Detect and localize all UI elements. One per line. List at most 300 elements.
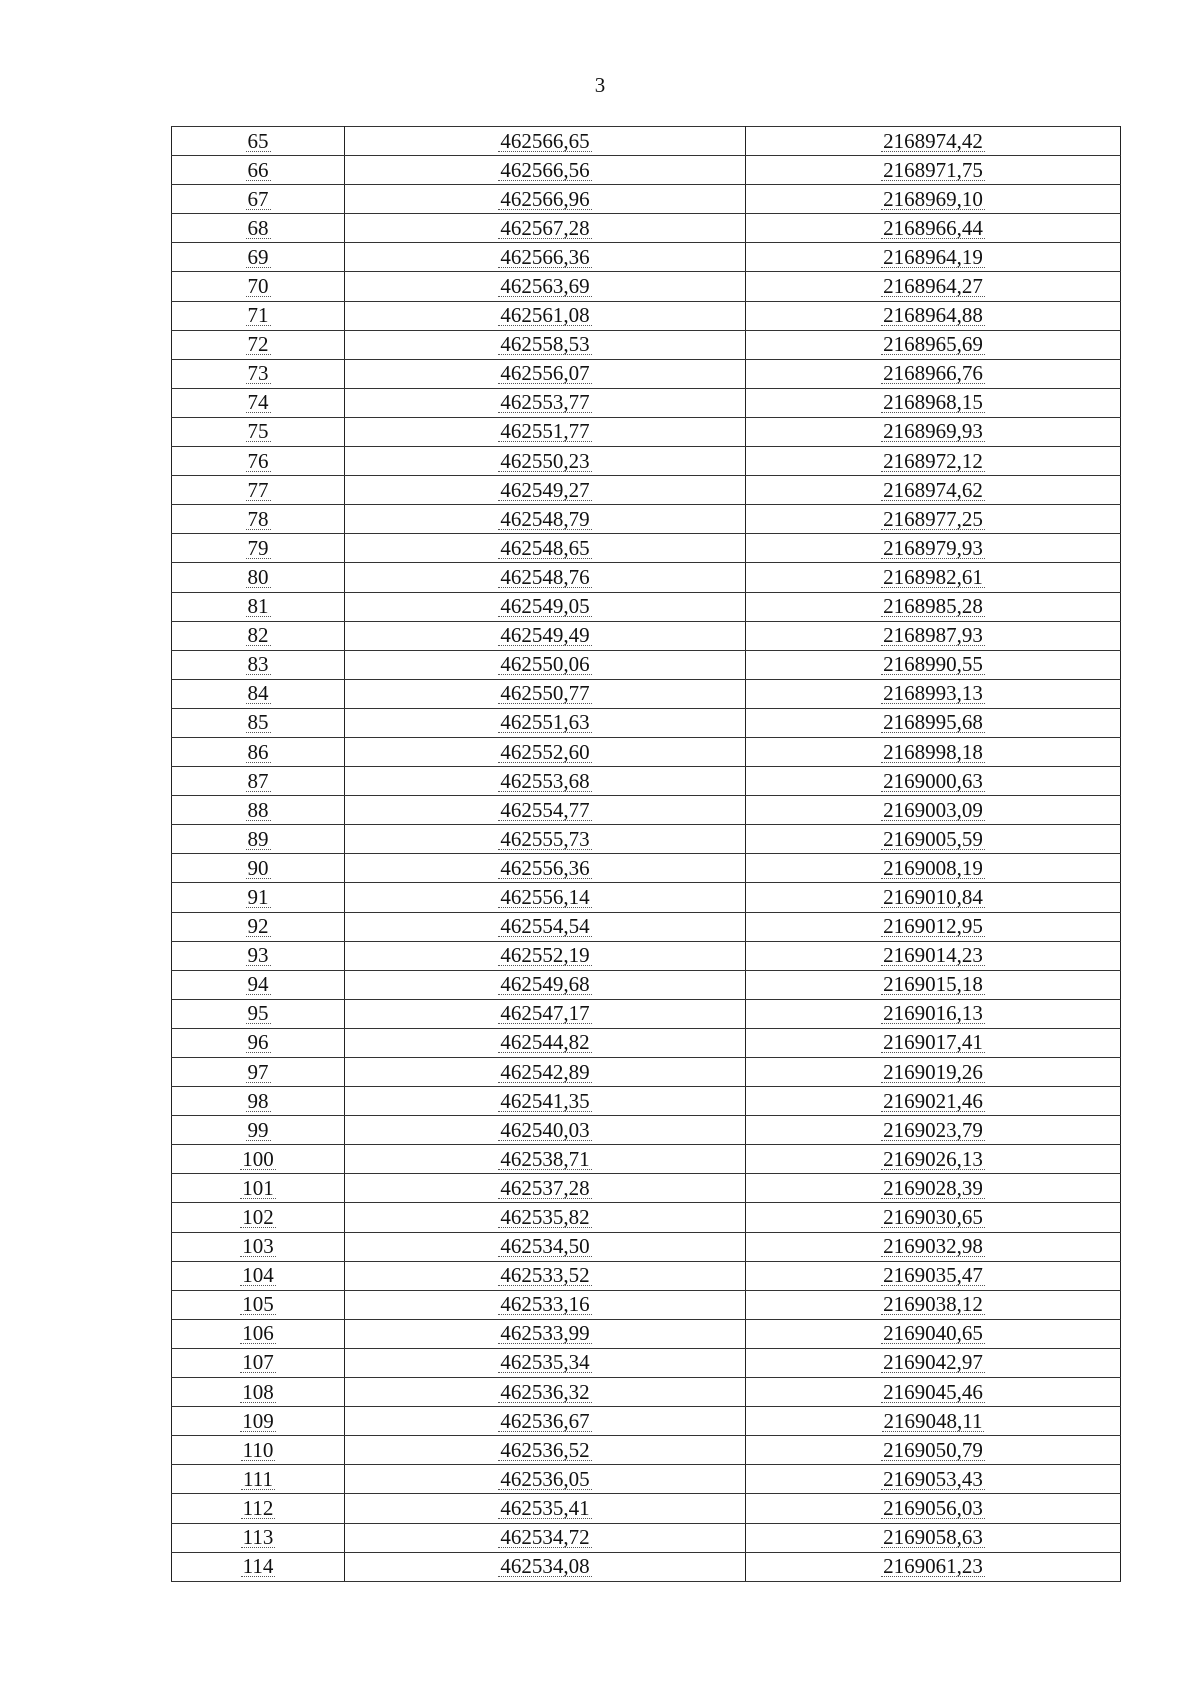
cell-value: 2168993,13 xyxy=(883,681,983,706)
cell-value: 2169028,39 xyxy=(883,1175,983,1200)
point-number-cell xyxy=(172,883,345,912)
point-number-cell xyxy=(172,854,345,883)
table-row xyxy=(172,1058,1121,1087)
cell-value: 2168987,93 xyxy=(883,623,983,648)
table-row xyxy=(172,679,1121,708)
x-coordinate-cell xyxy=(345,621,746,650)
y-coordinate-cell xyxy=(746,941,1121,970)
cell-value: 2169017,41 xyxy=(883,1030,983,1055)
cell-value: 2169035,47 xyxy=(883,1263,983,1288)
cell-value: 81 xyxy=(247,594,269,619)
y-coordinate-cell xyxy=(746,679,1121,708)
cell-value: 2169048,11 xyxy=(883,1408,983,1433)
cell-value: 87 xyxy=(247,768,269,793)
cell-value: 2168964,19 xyxy=(883,244,983,269)
coordinates-table xyxy=(171,126,1121,1582)
cell-value: 2169010,84 xyxy=(883,884,983,909)
table-row xyxy=(172,243,1121,272)
y-coordinate-cell xyxy=(746,1261,1121,1290)
x-coordinate-cell xyxy=(345,854,746,883)
table-row xyxy=(172,534,1121,563)
y-coordinate-cell xyxy=(746,388,1121,417)
point-number-cell xyxy=(172,1319,345,1348)
y-coordinate-cell xyxy=(746,883,1121,912)
table-row xyxy=(172,214,1121,243)
cell-value: 462550,06 xyxy=(500,652,590,677)
cell-value: 99 xyxy=(247,1117,269,1142)
table-row xyxy=(172,737,1121,766)
cell-value: 462554,77 xyxy=(500,797,590,822)
table-row xyxy=(172,999,1121,1028)
cell-value: 2169003,09 xyxy=(883,797,983,822)
point-number-cell xyxy=(172,1378,345,1407)
x-coordinate-cell xyxy=(345,388,746,417)
x-coordinate-cell xyxy=(345,1494,746,1523)
cell-value: 462556,36 xyxy=(500,855,590,880)
x-coordinate-cell xyxy=(345,883,746,912)
table-row xyxy=(172,1087,1121,1116)
cell-value: 70 xyxy=(247,274,269,299)
cell-value: 72 xyxy=(247,332,269,357)
cell-value: 462566,65 xyxy=(500,128,590,153)
cell-value: 462550,23 xyxy=(500,448,590,473)
table-row xyxy=(172,621,1121,650)
cell-value: 462547,17 xyxy=(500,1001,590,1026)
y-coordinate-cell xyxy=(746,301,1121,330)
cell-value: 462556,07 xyxy=(500,361,590,386)
x-coordinate-cell xyxy=(345,417,746,446)
point-number-cell xyxy=(172,767,345,796)
x-coordinate-cell xyxy=(345,1145,746,1174)
y-coordinate-cell xyxy=(746,592,1121,621)
x-coordinate-cell xyxy=(345,156,746,185)
table-row xyxy=(172,854,1121,883)
cell-value: 73 xyxy=(247,361,269,386)
cell-value: 2169015,18 xyxy=(883,972,983,997)
table-row xyxy=(172,650,1121,679)
x-coordinate-cell xyxy=(345,505,746,534)
cell-value: 75 xyxy=(247,419,269,444)
x-coordinate-cell xyxy=(345,214,746,243)
cell-value: 78 xyxy=(247,506,269,531)
point-number-cell xyxy=(172,679,345,708)
point-number-cell xyxy=(172,505,345,534)
cell-value: 2168985,28 xyxy=(883,594,983,619)
point-number-cell xyxy=(172,359,345,388)
point-number-cell xyxy=(172,1087,345,1116)
cell-value: 2168979,93 xyxy=(883,535,983,560)
cell-value: 67 xyxy=(247,186,269,211)
point-number-cell xyxy=(172,1028,345,1057)
cell-value: 2169056,03 xyxy=(883,1495,983,1520)
cell-value: 111 xyxy=(243,1466,273,1491)
cell-value: 2169019,26 xyxy=(883,1059,983,1084)
cell-value: 2169021,46 xyxy=(883,1088,983,1113)
y-coordinate-cell xyxy=(746,1378,1121,1407)
cell-value: 2168995,68 xyxy=(883,710,983,735)
x-coordinate-cell xyxy=(345,243,746,272)
coordinates-table-body xyxy=(172,127,1121,1582)
cell-value: 114 xyxy=(242,1554,274,1579)
point-number-cell xyxy=(172,1523,345,1552)
cell-value: 2169038,12 xyxy=(883,1292,983,1317)
cell-value: 462534,08 xyxy=(500,1554,590,1579)
cell-value: 100 xyxy=(242,1146,274,1171)
x-coordinate-cell xyxy=(345,272,746,301)
cell-value: 113 xyxy=(242,1525,274,1550)
table-row xyxy=(172,127,1121,156)
cell-value: 2168974,62 xyxy=(883,477,983,502)
cell-value: 462551,63 xyxy=(500,710,590,735)
point-number-cell xyxy=(172,1552,345,1581)
cell-value: 2168966,44 xyxy=(883,215,983,240)
y-coordinate-cell xyxy=(746,767,1121,796)
cell-value: 69 xyxy=(247,244,269,269)
cell-value: 2169014,23 xyxy=(883,943,983,968)
cell-value: 462566,36 xyxy=(500,244,590,269)
y-coordinate-cell xyxy=(746,330,1121,359)
x-coordinate-cell xyxy=(345,301,746,330)
cell-value: 96 xyxy=(247,1030,269,1055)
cell-value: 110 xyxy=(242,1437,274,1462)
x-coordinate-cell xyxy=(345,1087,746,1116)
cell-value: 2168977,25 xyxy=(883,506,983,531)
cell-value: 105 xyxy=(242,1292,274,1317)
y-coordinate-cell xyxy=(746,1290,1121,1319)
table-row xyxy=(172,1407,1121,1436)
y-coordinate-cell xyxy=(746,156,1121,185)
table-row xyxy=(172,1203,1121,1232)
x-coordinate-cell xyxy=(345,1116,746,1145)
cell-value: 462544,82 xyxy=(500,1030,590,1055)
x-coordinate-cell xyxy=(345,1465,746,1494)
y-coordinate-cell xyxy=(746,447,1121,476)
cell-value: 2169008,19 xyxy=(883,855,983,880)
cell-value: 71 xyxy=(247,303,269,328)
cell-value: 82 xyxy=(247,623,269,648)
point-number-cell xyxy=(172,243,345,272)
table-row xyxy=(172,417,1121,446)
point-number-cell xyxy=(172,1348,345,1377)
point-number-cell xyxy=(172,214,345,243)
point-number-cell xyxy=(172,1058,345,1087)
table-row xyxy=(172,825,1121,854)
x-coordinate-cell xyxy=(345,1058,746,1087)
cell-value: 462549,68 xyxy=(500,972,590,997)
cell-value: 2168966,76 xyxy=(883,361,983,386)
cell-value: 462552,19 xyxy=(500,943,590,968)
cell-value: 2168974,42 xyxy=(883,128,983,153)
y-coordinate-cell xyxy=(746,1116,1121,1145)
cell-value: 462549,49 xyxy=(500,623,590,648)
y-coordinate-cell xyxy=(746,1145,1121,1174)
cell-value: 462563,69 xyxy=(500,274,590,299)
table-row xyxy=(172,359,1121,388)
cell-value: 462548,76 xyxy=(500,564,590,589)
point-number-cell xyxy=(172,1174,345,1203)
y-coordinate-cell xyxy=(746,1174,1121,1203)
y-coordinate-cell xyxy=(746,563,1121,592)
cell-value: 108 xyxy=(242,1379,274,1404)
table-row xyxy=(172,272,1121,301)
y-coordinate-cell xyxy=(746,1494,1121,1523)
table-row xyxy=(172,1261,1121,1290)
table-row xyxy=(172,1465,1121,1494)
cell-value: 2169005,59 xyxy=(883,826,983,851)
y-coordinate-cell xyxy=(746,650,1121,679)
y-coordinate-cell xyxy=(746,708,1121,737)
x-coordinate-cell xyxy=(345,1290,746,1319)
cell-value: 90 xyxy=(247,855,269,880)
cell-value: 462554,54 xyxy=(500,914,590,939)
cell-value: 462566,96 xyxy=(500,186,590,211)
cell-value: 84 xyxy=(247,681,269,706)
cell-value: 462533,16 xyxy=(500,1292,590,1317)
table-row xyxy=(172,1436,1121,1465)
point-number-cell xyxy=(172,1116,345,1145)
cell-value: 76 xyxy=(247,448,269,473)
table-row xyxy=(172,388,1121,417)
cell-value: 2169012,95 xyxy=(883,914,983,939)
x-coordinate-cell xyxy=(345,1028,746,1057)
table-row xyxy=(172,1552,1121,1581)
cell-value: 77 xyxy=(247,477,269,502)
y-coordinate-cell xyxy=(746,1232,1121,1261)
cell-value: 2168971,75 xyxy=(883,157,983,182)
x-coordinate-cell xyxy=(345,1378,746,1407)
cell-value: 462536,32 xyxy=(500,1379,590,1404)
point-number-cell xyxy=(172,621,345,650)
table-row xyxy=(172,1116,1121,1145)
table-row xyxy=(172,1348,1121,1377)
y-coordinate-cell xyxy=(746,796,1121,825)
y-coordinate-cell xyxy=(746,825,1121,854)
x-coordinate-cell xyxy=(345,941,746,970)
cell-value: 98 xyxy=(247,1088,269,1113)
cell-value: 2168965,69 xyxy=(883,332,983,357)
y-coordinate-cell xyxy=(746,505,1121,534)
x-coordinate-cell xyxy=(345,999,746,1028)
y-coordinate-cell xyxy=(746,1436,1121,1465)
cell-value: 83 xyxy=(247,652,269,677)
table-row xyxy=(172,941,1121,970)
x-coordinate-cell xyxy=(345,825,746,854)
x-coordinate-cell xyxy=(345,1348,746,1377)
y-coordinate-cell xyxy=(746,1465,1121,1494)
y-coordinate-cell xyxy=(746,854,1121,883)
cell-value: 462549,05 xyxy=(500,594,590,619)
cell-value: 462540,03 xyxy=(500,1117,590,1142)
cell-value: 462534,72 xyxy=(500,1525,590,1550)
cell-value: 2169000,63 xyxy=(883,768,983,793)
y-coordinate-cell xyxy=(746,970,1121,999)
table-row xyxy=(172,767,1121,796)
cell-value: 93 xyxy=(247,943,269,968)
cell-value: 462548,65 xyxy=(500,535,590,560)
point-number-cell xyxy=(172,1407,345,1436)
x-coordinate-cell xyxy=(345,912,746,941)
point-number-cell xyxy=(172,534,345,563)
cell-value: 462561,08 xyxy=(500,303,590,328)
point-number-cell xyxy=(172,476,345,505)
cell-value: 91 xyxy=(247,884,269,909)
cell-value: 94 xyxy=(247,972,269,997)
cell-value: 462533,99 xyxy=(500,1321,590,1346)
y-coordinate-cell xyxy=(746,1319,1121,1348)
x-coordinate-cell xyxy=(345,592,746,621)
table-row xyxy=(172,476,1121,505)
cell-value: 2169032,98 xyxy=(883,1234,983,1259)
point-number-cell xyxy=(172,330,345,359)
point-number-cell xyxy=(172,970,345,999)
x-coordinate-cell xyxy=(345,185,746,214)
cell-value: 2168964,27 xyxy=(883,274,983,299)
table-row xyxy=(172,301,1121,330)
point-number-cell xyxy=(172,156,345,185)
cell-value: 462549,27 xyxy=(500,477,590,502)
cell-value: 2168998,18 xyxy=(883,739,983,764)
point-number-cell xyxy=(172,941,345,970)
y-coordinate-cell xyxy=(746,1058,1121,1087)
point-number-cell xyxy=(172,912,345,941)
cell-value: 79 xyxy=(247,535,269,560)
cell-value: 85 xyxy=(247,710,269,735)
table-row xyxy=(172,1523,1121,1552)
cell-value: 112 xyxy=(242,1495,274,1520)
cell-value: 88 xyxy=(247,797,269,822)
cell-value: 103 xyxy=(242,1234,274,1259)
point-number-cell xyxy=(172,185,345,214)
cell-value: 462535,82 xyxy=(500,1205,590,1230)
table-row xyxy=(172,970,1121,999)
cell-value: 2169058,63 xyxy=(883,1525,983,1550)
cell-value: 107 xyxy=(242,1350,274,1375)
cell-value: 462541,35 xyxy=(500,1088,590,1113)
table-row xyxy=(172,708,1121,737)
y-coordinate-cell xyxy=(746,476,1121,505)
point-number-cell xyxy=(172,388,345,417)
table-row xyxy=(172,447,1121,476)
x-coordinate-cell xyxy=(345,1174,746,1203)
y-coordinate-cell xyxy=(746,1552,1121,1581)
point-number-cell xyxy=(172,796,345,825)
x-coordinate-cell xyxy=(345,767,746,796)
table-row xyxy=(172,505,1121,534)
x-coordinate-cell xyxy=(345,447,746,476)
page-number: 3 xyxy=(594,73,606,97)
x-coordinate-cell xyxy=(345,1436,746,1465)
x-coordinate-cell xyxy=(345,708,746,737)
cell-value: 462567,28 xyxy=(500,215,590,240)
cell-value: 89 xyxy=(247,826,269,851)
cell-value: 95 xyxy=(247,1001,269,1026)
x-coordinate-cell xyxy=(345,1232,746,1261)
cell-value: 2168990,55 xyxy=(883,652,983,677)
table-row xyxy=(172,1494,1121,1523)
y-coordinate-cell xyxy=(746,1523,1121,1552)
point-number-cell xyxy=(172,447,345,476)
cell-value: 86 xyxy=(247,739,269,764)
cell-value: 462542,89 xyxy=(500,1059,590,1084)
cell-value: 68 xyxy=(247,215,269,240)
table-row xyxy=(172,1174,1121,1203)
point-number-cell xyxy=(172,1232,345,1261)
y-coordinate-cell xyxy=(746,621,1121,650)
cell-value: 462556,14 xyxy=(500,884,590,909)
y-coordinate-cell xyxy=(746,737,1121,766)
table-row xyxy=(172,1319,1121,1348)
table-row xyxy=(172,563,1121,592)
y-coordinate-cell xyxy=(746,999,1121,1028)
y-coordinate-cell xyxy=(746,359,1121,388)
x-coordinate-cell xyxy=(345,737,746,766)
y-coordinate-cell xyxy=(746,417,1121,446)
point-number-cell xyxy=(172,127,345,156)
cell-value: 74 xyxy=(247,390,269,415)
x-coordinate-cell xyxy=(345,476,746,505)
x-coordinate-cell xyxy=(345,1407,746,1436)
y-coordinate-cell xyxy=(746,272,1121,301)
cell-value: 102 xyxy=(242,1205,274,1230)
x-coordinate-cell xyxy=(345,970,746,999)
cell-value: 2169030,65 xyxy=(883,1205,983,1230)
cell-value: 106 xyxy=(242,1321,274,1346)
point-number-cell xyxy=(172,999,345,1028)
y-coordinate-cell xyxy=(746,1028,1121,1057)
point-number-cell xyxy=(172,650,345,679)
x-coordinate-cell xyxy=(345,1203,746,1232)
point-number-cell xyxy=(172,272,345,301)
cell-value: 462555,73 xyxy=(500,826,590,851)
cell-value: 80 xyxy=(247,564,269,589)
point-number-cell xyxy=(172,1465,345,1494)
cell-value: 462534,50 xyxy=(500,1234,590,1259)
point-number-cell xyxy=(172,737,345,766)
cell-value: 101 xyxy=(242,1175,274,1200)
cell-value: 104 xyxy=(242,1263,274,1288)
x-coordinate-cell xyxy=(345,127,746,156)
cell-value: 2169026,13 xyxy=(883,1146,983,1171)
point-number-cell xyxy=(172,1290,345,1319)
cell-value: 462535,34 xyxy=(500,1350,590,1375)
cell-value: 462536,67 xyxy=(500,1408,590,1433)
point-number-cell xyxy=(172,592,345,621)
point-number-cell xyxy=(172,1203,345,1232)
x-coordinate-cell xyxy=(345,1552,746,1581)
cell-value: 462566,56 xyxy=(500,157,590,182)
table-row xyxy=(172,185,1121,214)
cell-value: 2169040,65 xyxy=(883,1321,983,1346)
y-coordinate-cell xyxy=(746,1407,1121,1436)
cell-value: 92 xyxy=(247,914,269,939)
cell-value: 462553,77 xyxy=(500,390,590,415)
cell-value: 2168964,88 xyxy=(883,303,983,328)
cell-value: 2169045,46 xyxy=(883,1379,983,1404)
point-number-cell xyxy=(172,708,345,737)
cell-value: 462550,77 xyxy=(500,681,590,706)
x-coordinate-cell xyxy=(345,330,746,359)
cell-value: 97 xyxy=(247,1059,269,1084)
cell-value: 2169023,79 xyxy=(883,1117,983,1142)
y-coordinate-cell xyxy=(746,1087,1121,1116)
point-number-cell xyxy=(172,1145,345,1174)
cell-value: 462536,05 xyxy=(500,1466,590,1491)
y-coordinate-cell xyxy=(746,243,1121,272)
cell-value: 462552,60 xyxy=(500,739,590,764)
table-row xyxy=(172,1378,1121,1407)
y-coordinate-cell xyxy=(746,214,1121,243)
y-coordinate-cell xyxy=(746,1348,1121,1377)
